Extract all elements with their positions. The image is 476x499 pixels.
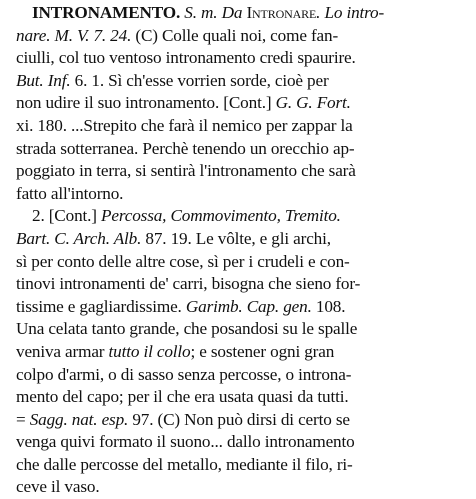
- text-segment: Intronare: [246, 3, 317, 22]
- text-line: [16, 25, 470, 48]
- text-segment: Garimb. Cap. gen.: [185, 296, 316, 316]
- text-segment: veniva armar: [16, 341, 109, 361]
- text-segment: poggiato in terra, si sentirà l'intronamento che sarà: [16, 161, 356, 181]
- text-line: [16, 386, 470, 409]
- text-segment: nare. M. V. 7. 24.: [16, 25, 136, 45]
- text-line: [16, 431, 470, 454]
- text-line: [16, 160, 470, 183]
- text-segment: strada sotterranea. Perchè tenendo un orecchio ap-: [16, 138, 355, 158]
- text-segment: tutto il collo: [108, 341, 191, 361]
- text-line: [16, 47, 470, 70]
- text-line: [16, 454, 470, 477]
- text-line: [16, 92, 470, 115]
- text-line: [16, 2, 470, 25]
- text-line: [16, 341, 470, 364]
- text-segment: 97. (C) Non può dirsi di certo se: [132, 409, 350, 429]
- text-segment: non udire il suo intronamento. [Cont.]: [16, 93, 276, 113]
- text-line: [16, 409, 470, 432]
- text-segment: Bart. C. Arch. Alb.: [16, 228, 146, 248]
- text-segment: mento del capo; per il che era usata quasi da tutti.: [16, 387, 349, 407]
- text-segment: 2. [Cont.]: [32, 206, 102, 226]
- text-segment: fatto all'intorno.: [16, 183, 124, 203]
- text-segment: 6. 1. Sì ch'esse vorrien sorde, cioè per: [74, 70, 329, 90]
- headword: INTRONAMENTO.: [32, 3, 181, 22]
- text-line: [16, 364, 470, 387]
- text-segment: 108.: [315, 296, 346, 316]
- text-line: [16, 228, 470, 251]
- text-line: [16, 296, 470, 319]
- text-segment: 87. 19. Le vôlte, e gli archi,: [145, 228, 331, 248]
- text-segment: Sagg. nat. esp.: [29, 409, 133, 429]
- text-segment: sì per conto delle altre cose, sì per i crudeli e con-: [16, 251, 350, 271]
- text-segment: S. m. Da: [184, 3, 247, 22]
- text-segment: tissime e gagliardissime.: [16, 296, 186, 316]
- entry-body: [16, 2, 470, 499]
- text-segment: =: [16, 409, 30, 429]
- text-segment: . Lo intro-: [316, 3, 385, 22]
- text-segment: G. G. Fort.: [275, 93, 351, 113]
- text-line: [16, 70, 470, 93]
- text-line: [16, 318, 470, 341]
- text-segment: venga quivi formato il suono... dallo intronamento: [16, 432, 355, 452]
- text-segment: tinovi intronamenti de' carri, bisogna che sieno for-: [16, 274, 361, 294]
- text-line: [16, 251, 470, 274]
- text-segment: Percossa, Commovimento, Tremito.: [101, 206, 341, 226]
- text-segment: (C) Colle quali noi, come fan-: [135, 25, 339, 45]
- text-line: [16, 205, 470, 228]
- text-line: [16, 476, 470, 499]
- text-segment: ceve il vaso.: [16, 477, 100, 497]
- text-line: [16, 138, 470, 161]
- text-segment: ; e sostener ogni gran: [190, 341, 335, 361]
- text-segment: Una celata tanto grande, che posandosi su le spalle: [16, 319, 358, 339]
- text-segment: colpo d'armi, o di sasso senza percosse, o introna-: [16, 364, 352, 384]
- text-segment: xi. 180. ...Strepito che farà il nemico per zappar la: [16, 115, 353, 135]
- text-segment: che dalle percosse del metallo, mediante il filo, ri-: [16, 454, 353, 474]
- text-line: [16, 115, 470, 138]
- text-segment: But. Inf.: [16, 70, 75, 90]
- text-line: [16, 273, 470, 296]
- text-segment: ciulli, col tuo ventoso intronamento credi spaurire.: [16, 48, 356, 68]
- text-line: [16, 183, 470, 206]
